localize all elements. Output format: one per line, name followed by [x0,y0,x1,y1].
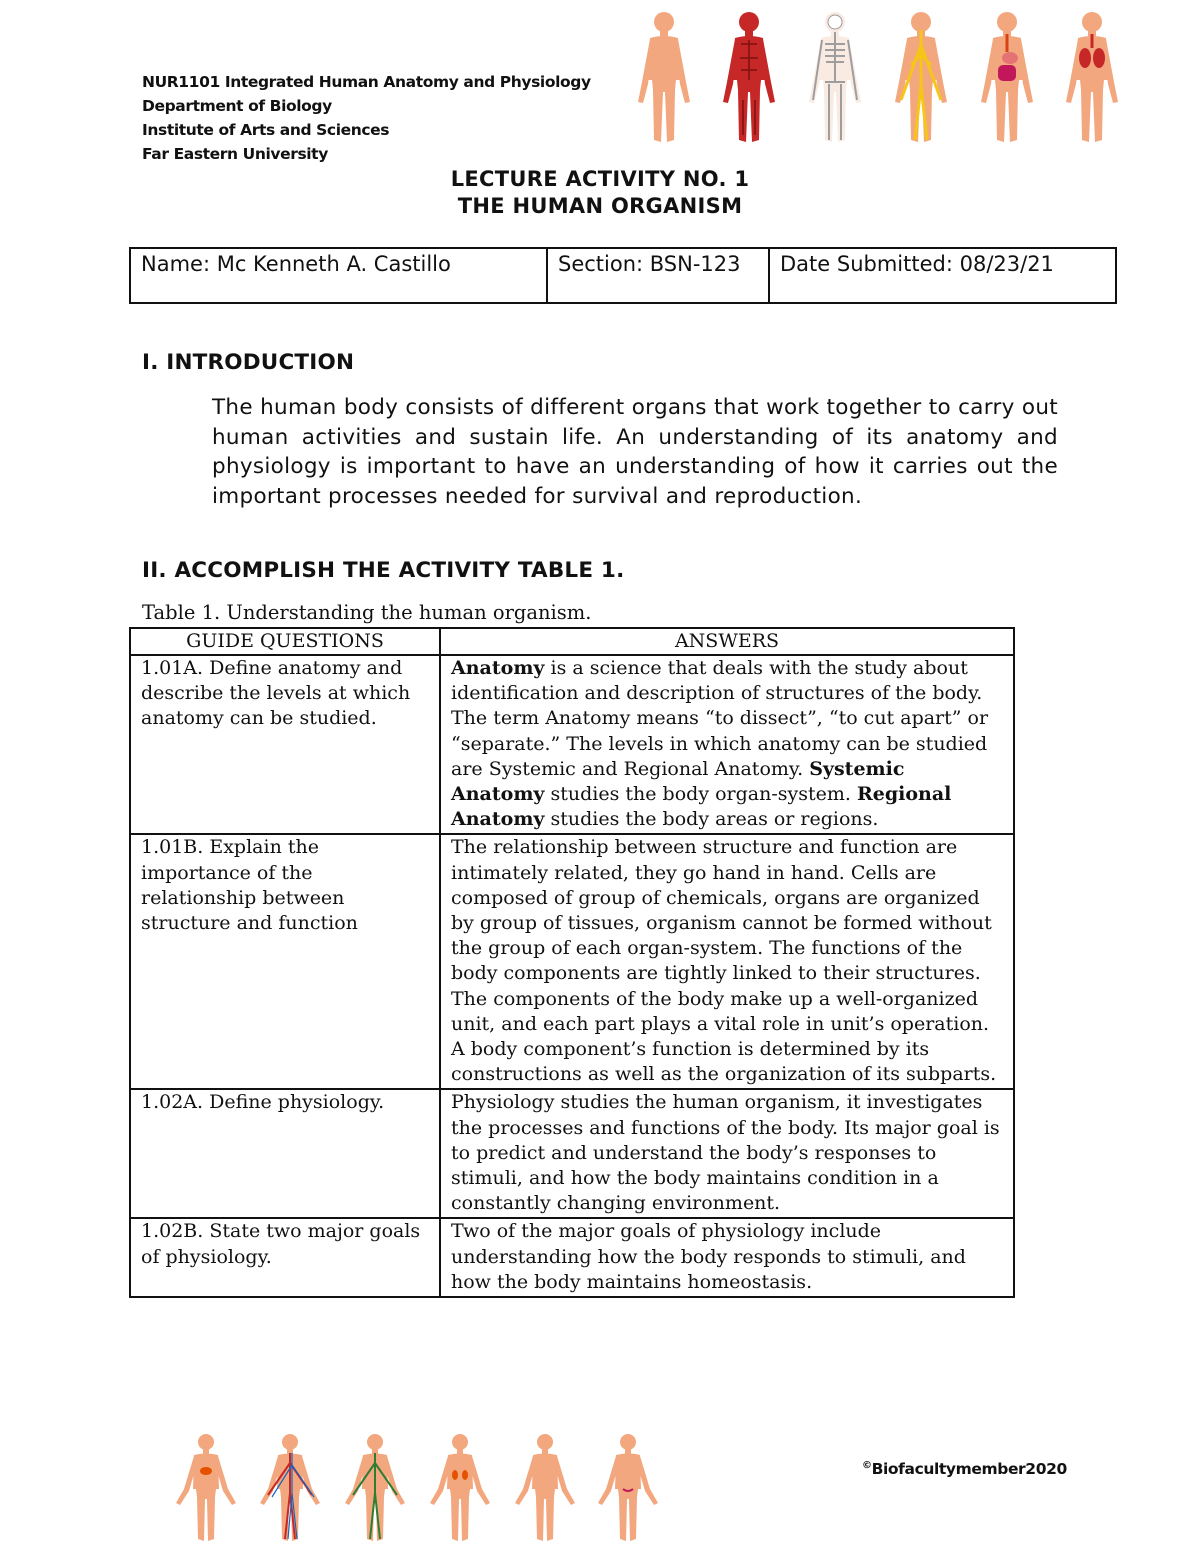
introduction-text: The human body consists of different organs that work together to carry out human activities and sustain life. An understanding of its anatomy and physiology is important to have an understanding of how it carries out the important processes needed for survival and reproduction. [212,395,1058,509]
figure-nervous [895,12,947,142]
figure-skin [638,12,690,142]
answer-cell: The relationship between structure and function are intimately related, they go hand in hand. Cells are composed of group of chemicals, organs are organized by group of tissues, organism cannot be formed without the group of each organ-system. The functions of the body components are tightly linked to their structures. The components of the body make up a well-organized unit, and each part plays a vital role in unit’s operation. A body component’s function is determined by its constructions as well as the organization of its subparts. [440,834,1014,1089]
institute-name: Institute of Arts and Sciences [142,121,390,139]
body-systems-illustration [628,10,1128,155]
date-submitted: Date Submitted: 08/23/21 [769,248,1116,303]
answer-term: Anatomy [451,657,545,679]
copyright-symbol: © [862,1460,872,1471]
student-info-table [129,247,1117,304]
answer-cell: Two of the major goals of physiology include understanding how the body responds to stimuli, and how the body maintains homeostasis. [440,1218,1014,1297]
figure-reproductive-male [515,1434,575,1541]
figure-lymphatic [345,1434,405,1541]
student-section: Section: BSN-123 [547,248,769,303]
activity-heading: II. ACCOMPLISH THE ACTIVITY TABLE 1. [142,558,625,583]
footer-systems-illustration [168,1433,668,1548]
copyright-text: Biofacultymember2020 [871,1460,1067,1479]
header-guide-questions: GUIDE QUESTIONS [130,628,440,655]
table-row [130,1089,1014,1218]
question-cell: 1.01A. Define anatomy and describe the levels at which anatomy can be studied. [130,655,440,834]
answer-term: Systemic Anatomy [451,757,905,806]
title-line-1: LECTURE ACTIVITY NO. 1 [450,167,750,191]
figure-reproductive-female [598,1434,658,1541]
figure-respiratory [1066,12,1118,142]
answer-text: studies the body organ-system. [544,783,857,806]
figure-cardiovascular [260,1434,320,1541]
figure-muscular [723,12,775,142]
introduction-heading: I. INTRODUCTION [142,350,355,375]
table-row [130,834,1014,1089]
course-name: NUR1101 Integrated Human Anatomy and Physiology [142,73,591,91]
activity-title [0,166,1200,220]
question-cell: 1.01B. Explain the importance of the relationship between structure and function [130,834,440,1089]
figure-digestive [981,12,1033,142]
title-line-2: THE HUMAN ORGANISM [457,194,743,218]
copyright-notice [862,1460,1067,1478]
figure-urinary [430,1434,490,1541]
figure-endocrine [176,1434,236,1541]
answer-text: is a science that deals with the study about identification and description of structures of the body. The term Anatomy means “to dissect”, “to cut apart” or “separate.” The levels in which anatomy can be studied are Systemic and Regional Anatomy. [451,657,989,780]
table-caption: Table 1. Understanding the human organism. [142,601,592,624]
figure-skeletal [809,12,861,142]
answer-cell [440,655,1014,834]
answer-term: Regional Anatomy [451,783,952,831]
question-cell: 1.02A. Define physiology. [130,1089,440,1218]
answer-text: studies the body areas or regions. [544,808,879,831]
table-header-row [130,628,1014,655]
student-name: Name: Mc Kenneth A. Castillo [130,248,547,303]
activity-table [129,627,1015,1298]
table-row [130,1218,1014,1297]
university-name: Far Eastern University [142,145,328,163]
answer-cell: Physiology studies the human organism, it investigates the processes and functions of the body. Its major goal is to predict and understand the body’s responses to stimuli, and how the body maintains condition in a constantly changing environment. [440,1089,1014,1218]
department-name: Department of Biology [142,97,332,115]
header-answers: ANSWERS [440,628,1014,655]
question-cell: 1.02B. State two major goals of physiology. [130,1218,440,1297]
table-row [130,655,1014,834]
course-header [142,70,591,166]
